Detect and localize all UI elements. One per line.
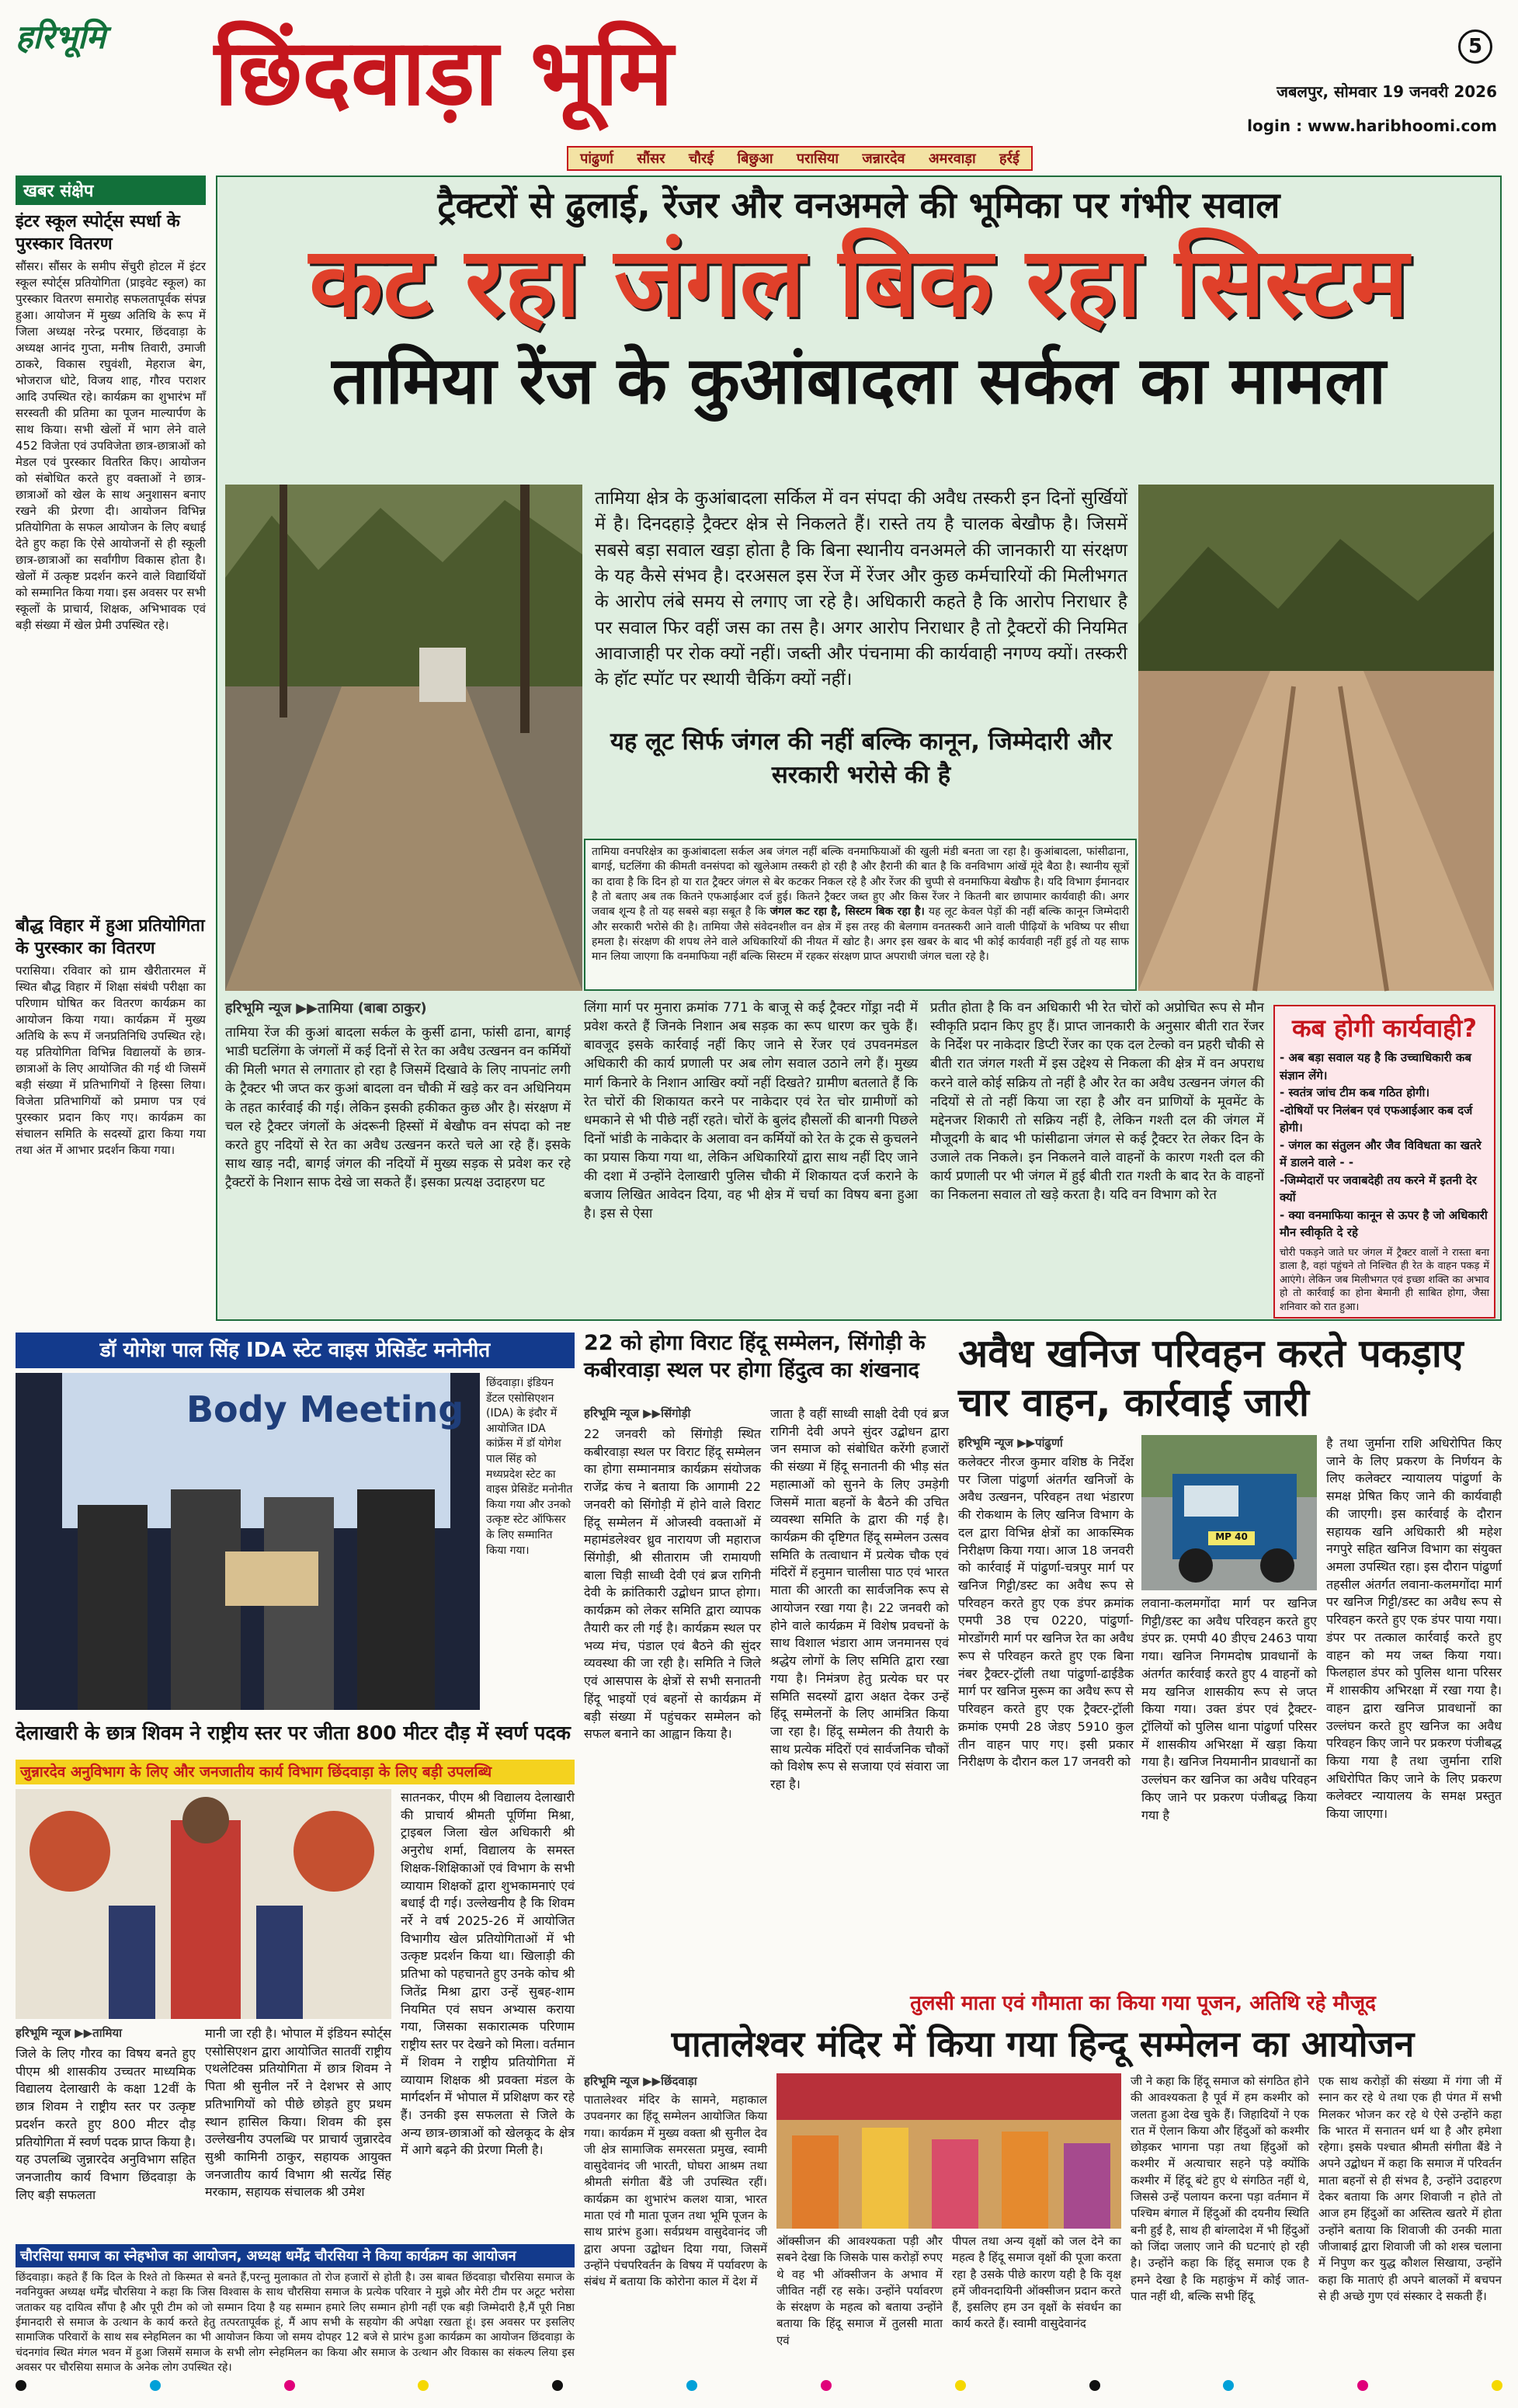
delakhari-headline: देलाखारी के छात्र शिवम ने राष्ट्रीय स्तर पर जीता 800 मीटर दौड़ में स्वर्ण पदक bbox=[16, 1722, 571, 1744]
forest-road-photo-right bbox=[1138, 485, 1494, 991]
sidebar-story-body: परासिया। रविवार को ग्राम खैरीतारमल में स्थित बौद्ध विहार में शिक्षा संबंधी परीक्षा का परिणाम घोषित कर वितरण कार्यक्रम का आयोजन किया गया। कार्यक्रम में मुख्य अतिथि के रूप में जनप्रतिनिधि उपस्थित रहे। यह प्रतियोगिता विभिन्न विद्यालयों के छात्र-छात्राओं के लिए आयोजित की गई थी जिसमें बड़ी संख्या में प्रतिभागियों ने हिस्सा लिया। विजेता प्रतिभागियों को प्रमाण पत्र एवं पुरस्कार प्रदान किए गए। कार्यक्रम का संचालन समिति के सदस्यों द्वारा किया गया तथा अंत में आभार प्रदर्शन किया गया। bbox=[16, 964, 206, 1158]
register-dot bbox=[686, 2380, 697, 2391]
register-dot bbox=[16, 2380, 26, 2391]
register-dot bbox=[552, 2380, 563, 2391]
delakhari-column-1: जिले के लिए गौरव का विषय बनते हुए पीएम श्री शासकीय उच्चतर माध्यमिक विद्यालय देलाखारी के कक्षा 12वीं के छात्र शिवम ने राष्ट्रीय स्तर पर उत्कृष्ट प्रदर्शन करते हुए 800 मीटर दौड़ प्रतियोगिता में स्वर्ण पदक प्राप्त किया है। यह उपलब्धि जुन्नारदेव अनुविभाग सहित जनजातीय कार्य विभाग छिंदवाड़ा के लिए बड़ी सफलता bbox=[16, 2046, 196, 2202]
brand-logo[interactable]: हरिभूमि bbox=[16, 18, 106, 56]
lead-highlight-box bbox=[584, 839, 1137, 991]
forest-road-photo-left bbox=[225, 485, 582, 991]
sidebar-header: खबर संक्षेप bbox=[16, 175, 206, 205]
lead-column-2: लिंगा मार्ग पर मुनारा क्रमांक 771 के बाजू से कई ट्रैक्टर गोंड्रा नदी में प्रवेश करते हैं जिनके निशान अब सड़क का रूप धारण कर चुके हैं। बावजूद इसके कार्रवाई नहीं किए जाने से रेंजर एवं उपवनमंडल अधिकारी की कार्य प्रणाली पर अब लोग सवाल उठाने लगे हैं। मुख्य मार्ग किनारे के निशान आखिर क्यों नहीं दिखते? ग्रामीण बतलाते हैं कि रेत चोरों की शिकायत करने पर नाकेदार एवं रेत चोर ग्रामीणों को धमकाने से भी पीछे नहीं रहते। चोरों के बुलंद हौसलों की बानगी पिछले दिनों भांडी के नाकेदार के अलावा वन कर्मियों को रेत के ट्रक से कुचलने का प्रयास किया गया था, लेकिन अधिकारियों द्वारा साथ नहीं दिए जाने की दशा में उन्होंने देलाखारी पुलिस चौकी में शिकायत दर्ज कराने के बजाय लिखित आवेदन दिया, वह भी क्षेत्र में चर्चा का विषय बना हुआ है। इस से ऐसा bbox=[584, 1000, 918, 1222]
tulsi-column-4: जी ने कहा कि हिंदू समाज को संगठित होने की आवश्यकता है पूर्व में हम कश्मीर को जलता हुआ देख चुके हैं। जिहादियों ने एक रात में ऐलान किया और हिंदुओं को कश्मीर छोड़कर भागना पड़ा तथा हिंदुओं को कश्मीर में अत्याचार सहने पड़े क्योंकि कश्मीर में हिंदू बंटे हुए थे संगठित नहीं थे, जिससे उन्हें पलायन करना पड़ा वर्तमान में पश्चिम बंगाल में हिंदुओं की दयनीय स्थिति बनी हुई है, साथ ही बांग्लादेश में भी हिंदुओं को जिंदा जलाए जाने की घटनाएं हो रही है। उन्होंने कहा कि हिंदू समाज एक है हमने देखा है कि महाकुंभ में कोई जात-पात नहीं थी, बल्कि सभी हिंदू bbox=[1131, 2074, 1309, 2303]
khanij-column-mid: लवाना-कलमगोंदा मार्ग पर खनिज गिट्टी/डस्ट का अवैध परिवहन करते हुए डंपर क्र. एमपी 40 डीएच 2463 पाया गया। खनिज निगमदोष प्रावधानों के अंतर्गत कार्रवाई करते हुए 4 वाहनों को मय खनिज शासकीय रूप से जप्त किया गया। उक्त डंपर एवं ट्रैक्टर-ट्रॉलियों को पुलिस थाना पांढुर्णा परिसर में शासकीय अभिरक्षा में खड़ा किया गया है। खनिज नियमानीन प्रावधानों का उल्लंघन कर खनिज का अवैध परिवहन किए जाने पर प्रकरण पंजीबद्ध किया गया है bbox=[1141, 1596, 1317, 1823]
lead-kicker: ट्रैक्टरों से ढुलाई, रेंजर और वनअमले की भूमिका पर गंभीर सवाल bbox=[437, 184, 1280, 226]
khanij-headline: अवैध खनिज परिवहन करते पकड़ाए चार वाहन, कार्रवाई जारी bbox=[958, 1331, 1464, 1425]
sammelan-headline: 22 को होगा विराट हिंदू सम्मेलन, सिंगोड़ी के कबीरवाड़ा स्थल पर होगा हिंदुत्व का शंखनाद bbox=[584, 1331, 926, 1383]
action-box-title: कब होगी कार्यवाही? bbox=[1291, 1013, 1478, 1043]
khanij-byline: हरिभूमि न्यूज ▶▶पांढुर्णा bbox=[958, 1436, 1063, 1450]
section-nav bbox=[567, 146, 1033, 171]
sammelan-column-2: जाता है वहीं साध्वी साक्षी देवी एवं ब्रज रागिनी देवी अपने सुंदर उद्बोधन द्वारा जन समाज को संबोधित करेंगी हजारों की संख्या में हिंदू सनातनी की भीड़ संत महात्माओं को सुनने के लिए उमड़ेगी जिसमें माता बहनों के बैठने की उचित व्यवस्था समिति के द्वारा की गई है। कार्यक्रम की दृष्टिगत हिंदू सम्मेलन उत्सव समिति के तत्वाधान में प्रत्येक चौक एवं मंदिरों में हनुमान चालीसा पाठ एवं भारत माता की आरती का सार्वजनिक रूप से आयोजन रखा गया है। 22 जनवरी को होने वाले कार्यक्रम में विशेष प्रवचनों के साथ विशाल भंडारा आम जनमानस एवं श्रद्धेय लोगों के लिए समिति द्वारा रखा गया है। निमंत्रण हेतु प्रत्येक घर पर समिति सदस्यों द्वारा अक्षत देकर उन्हें हिंदू सम्मेलनों के लिए आमंत्रित किया जा रहा है। हिंदू सम्मेलन की तैयारी के साथ प्रत्येक मंदिरों एवं सार्वजनिक चौकों को विशेष रूप से सजाया एवं संवारा जा रहा है। bbox=[770, 1406, 949, 1792]
nav-item-parasia[interactable]: परासिया bbox=[796, 151, 839, 167]
edition-title: छिंदवाड़ा भूमि bbox=[214, 19, 673, 126]
sammelan-byline: हरिभूमि न्यूज ▶▶सिंगोड़ी bbox=[584, 1406, 691, 1420]
dumper-truck-photo bbox=[1141, 1435, 1317, 1590]
lead-story bbox=[216, 175, 1502, 1321]
tulsi-column-2: ऑक्सीजन की आवश्यकता पड़ी और सबने देखा कि जिसके पास करोड़ों रुपए थे वह भी ऑक्सीजन के अभाव में जीवित नहीं रह सके। उन्होंने पर्यावरण के संरक्षण के महत्व को बताया उन्होंने बताया कि हिंदू समाज में तुलसी माता एवं bbox=[776, 2234, 943, 2347]
box-text: तामिया वनपरिक्षेत्र का कुआंबादला सर्कल अब जंगल नहीं बल्कि वनमाफियाओं की खुली मंडी बनता जा रहा है। कुआंबादला, फांसीढाना, बागई, घटलिंगा की कीमती वनसंपदा को खुलेआम तस्करी हो रही है और हैरानी की बात है कि वनविभाग आंखें मूंदे बैठा है। स्थानीय सूत्रों का दावा है कि दिन हो या रात ट्रैक्टर जंगल से बेर कटकर निकल रहे है और रेंजर की चुप्पी से वनमाफिया बेखौफ है। यदि विभाग ईमानदार है तो बताए अब तक कितने एफआईआर दर्ज हुई। कितने ट्रैक्टर जब्त हुए और किस रेंजर ने कितनी बार छापामार कार्यवाही की। अगर जवाब शून्य है तो यह सबसे बड़ा सबूत है कि bbox=[592, 846, 1129, 919]
delakhari-column-3: सातनकर, पीएम श्री विद्यालय देलाखारी की प्राचार्य श्रीमती पूर्णिमा मिश्रा, ट्राइबल जिला खेल अधिकारी श्री अनुरोध शर्मा, विद्यालय के समस्त शिक्षक-शिक्षिकाओं एवं विभाग के सभी व्यायाम शिक्षकों द्वारा शुभकामनाएं एवं बधाई दी गई। उल्लेखनीय है कि शिवम नर्रे ने वर्ष 2025-26 में आयोजित विभागीय खेल प्रतियोगिताओं में भी उत्कृष्ट प्रदर्शन किया था। खिलाड़ी की प्रतिभा को पहचानते हुए उनके कोच श्री जितेंद्र मिश्रा द्वारा उन्हें सुबह-शाम नियमित एवं सघन अभ्यास कराया गया, जिसका सकारात्मक परिणाम राष्ट्रीय स्तर पर देखने को मिला। वर्तमान में शिवम ने राष्ट्रीय प्रतियोगिता में व्यायाम शिक्षक श्री प्रवक्ता मंडल के मार्गदर्शन में भोपाल में प्रशिक्षण कर रहे हैं। उनकी इस सफलता से जिले के अन्य छात्र-छात्राओं को खेलकूद के क्षेत्र में आगे बढ़ने की प्रेरणा मिली है। bbox=[401, 1790, 575, 2158]
ida-banner: डॉ योगेश पाल सिंह IDA स्टेट वाइस प्रेसिडेंट मनोनीत bbox=[16, 1333, 575, 1368]
delakhari-story bbox=[16, 1721, 575, 2241]
sidebar-story-title: इंटर स्कूल स्पोर्ट्स स्पर्धा के पुरस्कार वितरण bbox=[16, 212, 180, 254]
ida-caption: छिंदवाड़ा। इंडियन डेंटल एसोसिएशन (IDA) के इंदौर में आयोजित IDA कांफ्रेंस में डॉ योगेश पाल सिंह को मध्यप्रदेश स्टेट का वाइस प्रेसिडेंट मनोनीत किया गया और उनको उत्कृष्ट स्टेट ऑफिसर के लिए सम्मानित किया गया। bbox=[486, 1377, 573, 1557]
ida-stage-text: Body Meeting bbox=[186, 1388, 464, 1430]
sammelan-story bbox=[584, 1329, 949, 2080]
action-box bbox=[1273, 1005, 1495, 1319]
nav-item-amarwara[interactable]: अमरवाड़ा bbox=[928, 151, 976, 167]
lead-pull-quote: यह लूट सिर्फ जंगल की नहीं बल्कि कानून, जिम्मेदारी और सरकारी भरोसे की है bbox=[610, 728, 1113, 790]
register-dot bbox=[150, 2380, 161, 2391]
action-bullet: -दोषियों पर निलंबन एवं एफआईआर कब दर्ज होगी। bbox=[1280, 1103, 1473, 1135]
tulsi-kicker: तुलसी माता एवं गौमाता का किया गया पूजन, अतिथि रहे मौजूद bbox=[910, 1992, 1376, 2015]
register-dot bbox=[821, 2380, 832, 2391]
delakhari-subhead: जुन्नारदेव अनुविभाग के लिए और जनजातीय कार्य विभाग छिंदवाड़ा के लिए बड़ी उपलब्धि bbox=[16, 1760, 575, 1784]
action-bullet: - अब बड़ा सवाल यह है कि उच्चाधिकारी कब संज्ञान लेंगे। bbox=[1280, 1051, 1471, 1082]
tulsi-column-3: पीपल तथा अन्य वृक्षों को जल देने का महत्व है हिंदू समाज वृक्षों की पूजा करता रहा है उसके पीछे कारण यही है कि वृक्ष हमें जीवनदायिनी ऑक्सीजन प्रदान करते हैं, इसलिए हम उन वृक्षों के संवर्धन का कार्य करते हैं। स्वामी वासुदेवानंद bbox=[952, 2234, 1121, 2331]
register-dot bbox=[1089, 2380, 1100, 2391]
nav-item-junnardeo[interactable]: जन्नारदेव bbox=[862, 151, 905, 167]
tulsi-column-5: एक साथ करोड़ों की संख्या में गंगा जी में स्नान कर रहे थे तथा एक ही पंगत में सभी मिलकर भोजन कर रहे थे ऐसे उन्होंने कहा कि भारत में सनातन धर्म था है और हमेशा रहेगा। इसके पश्चात श्रीमती संगीता बैंडे ने अपने उद्बोधन में कहा कि समाज में परिवर्तन माता बहनों से ही संभव है, उन्होंने उदाहरण देकर बताया कि अगर शिवाजी न होते तो आज हम हिंदुओं का अस्तित्व खतरे में होता उन्होंने बताया कि शिवाजी की उनकी माता जीजाबाई द्वारा शिवाजी जी को शस्त्र चलाना में निपुण कर युद्ध कौशल सिखाया, उन्होंने कहा कि माताएं ही अपने बालकों में बचपन से ही अच्छे गुण एवं संस्कार दे सकती हैं। bbox=[1318, 2074, 1502, 2303]
tulsi-byline: हरिभूमि न्यूज ▶▶छिंदवाड़ा bbox=[584, 2074, 697, 2088]
box-bold: जंगल कट रहा है, सिस्टम बिक रहा है। bbox=[769, 905, 925, 919]
action-bullet: - स्वतंत्र जांच टीम कब गठित होगी। bbox=[1280, 1086, 1430, 1100]
register-dot bbox=[1357, 2380, 1368, 2391]
register-dot bbox=[1492, 2380, 1502, 2391]
lead-subhead: तामिया रेंज के कुआंबादला सर्कल का मामला bbox=[332, 342, 1386, 419]
sammelan-column-1: 22 जनवरी को सिंगोड़ी स्थित कबीरवाड़ा स्थल पर विराट हिंदू सम्मेलन का होगा सम्मानमात्र कार्यक्रम संयोजक राजेंद्र कंच ने बताया कि आगामी 22 जनवरी को सिंगोड़ी में होने वाले विराट हिंदू सम्मेलन में ओजस्वी वक्ताओं में महामंडलेश्वर ध्रुव नारायण जी महाराज सिंगोड़ी, श्री सीताराम जी रामायणी बाला चिड़ी साध्वी देवी एवं ब्रज रागिनी देवी के क्रांतिकारी उद्बोधन प्राप्त होगा। कार्यक्रम को लेकर समिति द्वारा व्यापक तैयारी कर ली गई है। कार्यक्रम स्थल पर भव्य मंच, पंडाल एवं बैठने की सुंदर व्यवस्था की जा रही है। समिति ने जिले एवं आसपास के क्षेत्रों से सभी सनातनी हिंदू भाइयों एवं बहनों से कार्यक्रम में बड़ी संख्या में पहुंचकर सम्मेलन को सफल बनाने का आह्वान किया है। bbox=[584, 1426, 761, 1742]
register-dot bbox=[284, 2380, 295, 2391]
athlete-medal-photo bbox=[16, 1789, 391, 2019]
action-bullet: -जिम्मेदारों पर जवाबदेही तय करने में इतनी देर क्यों bbox=[1280, 1173, 1477, 1204]
lead-headline: कट रहा जंगल बिक रहा सिस्टम bbox=[309, 227, 1409, 339]
tulsi-headline: पातालेश्वर मंदिर में किया गया हिन्दू सम्मेलन का आयोजन bbox=[671, 2023, 1415, 2065]
login-link[interactable]: login : www.haribhoomi.com bbox=[1247, 116, 1497, 135]
hindu-sammelan-photo bbox=[776, 2073, 1121, 2229]
ida-story bbox=[16, 1333, 575, 1713]
khanij-column-1: कलेक्टर नीरज कुमार वशिष्ठ के निर्देश पर जिला पांढुर्णा अंतर्गत खनिजों के अवैध उत्खनन, परिवहन तथा भंडारण की रोकथाम के लिए खनिज विभाग के दल द्वारा विभिन्न क्षेत्रों का आकस्मिक निरीक्षण किया गया। आज 18 जनवरी को कार्रवाई में पांढुर्णा-चत्रपुर मार्ग पर खनिज गिट्टी/डस्ट का अवैध रूप से परिवहन करते हुए एक डंपर क्रमांक एमपी 38 एच 0220, पांढुर्णा-मोरडोंगरी मार्ग पर खनिज रेत का अवैध रूप से परिवहन करते हुए एक बिना नंबर ट्रैक्टर-ट्रॉली तथा पांढुर्णा-ढाईडैक मार्ग पर खनिज मुरूम का अवैध रूप से परिवहन करते हुए एक ट्रैक्टर-ट्रॉली क्रमांक एमपी 28 जेडए 5910 कुल तीन वाहन पाए गए। इसी प्रकार निरीक्षण के दौरान कल 17 जनवरी को bbox=[958, 1454, 1134, 1770]
tulsi-story bbox=[584, 1988, 1502, 2353]
page-number: 5 bbox=[1458, 30, 1492, 64]
nav-item-chaurai[interactable]: चौरई bbox=[688, 151, 714, 167]
register-dot bbox=[418, 2380, 429, 2391]
chaurasia-headline: चौरसिया समाज का स्नेहभोज का आयोजन, अध्यक्ष धर्मेंद्र चौरसिया ने किया कार्यक्रम का आयोजन bbox=[16, 2244, 575, 2267]
khanij-story bbox=[958, 1329, 1502, 1982]
lead-byline: हरिभूमि न्यूज ▶▶तामिया (बाबा ठाकुर) bbox=[225, 1000, 427, 1016]
nav-item-bichhua[interactable]: बिछुआ bbox=[737, 151, 773, 167]
delakhari-byline: हरिभूमि न्यूज ▶▶तामिया bbox=[16, 2026, 123, 2040]
lead-column-3: प्रतीत होता है कि वन अधिकारी भी रेत चोरों को अप्रोचित रूप से मौन स्वीकृति प्रदान किए हुए हैं। प्राप्त जानकारी के अनुसार बीती रात रेंजर के निर्देश पर नाकेदार डिप्टी रेंजर का एक दल टेल्को वन प्रहरी चौकी से बीती रात जंगल गश्ती में इस उद्देश्य से निकला की क्षेत्र में वन अपराध करने वाले कोई सक्रिय तो नहीं है और रेत का अवैध उत्खनन जंगल की नदियों से तो नहीं किया जा रहा है और वन प्राणियों के मूवमेंट के मद्देनजर शिकारी तो सक्रिय नहीं है, लेकिन गश्ती दल की जंगल में मौजूदगी के बाद भी फांसीढाना जंगल से कई ट्रैक्टर रेत लेकर दिन के उजाले तक निकले। इन निकलने वाले वाहनों के कारण गश्ती दल की कार्य प्रणाली पर भी जंगल में हुई बीती रात गश्ती के बाद रेत के वाहनों का निकलना सवाल तो खड़े करता है। यदि वन विभाग को रेत bbox=[930, 1000, 1264, 1204]
issue-date: जबलपुर, सोमवार 19 जनवरी 2026 bbox=[1277, 82, 1497, 101]
register-dot bbox=[955, 2380, 966, 2391]
nav-item-sausar[interactable]: सौंसर bbox=[637, 151, 665, 167]
lead-intro: तामिया क्षेत्र के कुआंबादला सर्किल में वन संपदा की अवैध तस्करी इन दिनों सुर्खियों में है। दिनदहाड़े ट्रैक्टर क्षेत्र से निकलते हैं। रास्ते तय है चालक बेखौफ है। जिसमें सबसे बड़ा सवाल खड़ा होता है कि बिना स्थानीय वनअमले की जानकारी या संरक्षण के यह कैसे संभव है। दरअसल इस रेंज में रेंजर और कुछ कर्मचारियों की मिलीभगत के आरोप लंबे समय से लगाए जा रहे है। अधिकारी कहते है कि आरोप निराधार है पर सवाल फिर वहीं जस का तस है। अगर आरोप निराधार है तो ट्रैक्टरों की नियमित आवाजाही पर रोक क्यों नहीं। जब्ती और पंचनामा की कार्यवाही नगण्य क्यों। तस्करी के हॉट स्पॉट पर स्थायी चैकिंग क्यों नहीं। bbox=[595, 488, 1127, 690]
register-dot bbox=[1223, 2380, 1234, 2391]
sidebar-story-title: बौद्ध विहार में हुआ प्रतियोगिता के पुरस्कार का वितरण bbox=[16, 916, 205, 958]
chaurasia-story bbox=[16, 2244, 575, 2374]
action-foot-text bbox=[1280, 1246, 1489, 1315]
delakhari-column-2: मानी जा रही है। भोपाल में इंडियन स्पोर्ट्स एसोसिएशन द्वारा आयोजित सातवीं राष्ट्रीय एथलेटिक्स प्रतियोगिता में छात्र शिवम ने पिता श्री सुनील नर्रे ने देशभर से आए प्रतिभागियों को पीछे छोड़ते हुए प्रथम स्थान हासिल किया। शिवम की इस उल्लेखनीय उपलब्धि पर प्राचार्य जुन्नारदेव सुश्री कामिनी ठाकुर, सहायक आयुक्त जनजातीय कार्य विभाग श्री सत्येंद्र सिंह मरकाम, सहायक संचालक श्री उमेश bbox=[205, 2026, 391, 2200]
box-text-continued: यह लूट केवल पेड़ों की नहीं बल्कि कानून जिम्मेदारी और सरकारी भरोसे की है। तामिया जैसे संवेदनशील वन क्षेत्र में इस तरह की बेलगाम वनतस्करी आने वाली पीढ़ियों के भविष्य पर सीधा हमला है। संरक्षण की शपथ लेने वाले अधिकारियों की नीयत में खोट है। अगर इस खबर के बाद भी कोई कार्यवाही नहीं हुई तो यह साफ मान लिया जाएगा कि वनमाफिया नहीं बल्कि सिस्टम में रहकर संरक्षण प्राप्त अपराधी जंगल चला रहे है। bbox=[592, 905, 1130, 964]
sidebar-story-body: सौंसर। सौंसर के समीप सेंचुरी होटल में इंटर स्कूल स्पोर्ट्स प्रतियोगिता (प्राइवेट स्कूल) का पुरस्कार वितरण समारोह सफलतापूर्वक संपन्न हुआ। आयोजन में मुख्य अतिथि के रूप में जिला अध्यक्ष नरेन्द्र परमार, छिंदवाड़ा के अध्यक्ष आनंद गुप्ता, मनीष तिवारी, उमाजी ठाकरे, विकास रघुवंशी, मेहराज बेग, भोजराज धोटे, विजय शाह, गौरव पराशर आदि उपस्थित रहे। कार्यक्रम का शुभारंभ माँ सरस्वती की प्रतिमा का पूजन माल्यार्पण के साथ किया। सभी खेलों में भाग लेने वाले 452 विजेता एवं उपविजेता छात्र-छात्राओं को मेडल एवं पुरस्कार वितरित किए। आयोजन को संबोधित करते हुए वक्ताओं ने छात्र-छात्राओं को खेल के साथ अनुशासन बनाए रखने की प्रेरणा दी। आयोजन विभिन्न प्रतियोगिता के सफल आयोजन के लिए बधाई देते हुए कहा कि ऐसे आयोजनों से ही स्कूली छात्र-छात्राओं का सर्वांगीण विकास होता है। खेलों में उत्कृष्ट प्रदर्शन करने वाले विद्यार्थियों को सम्मानित किया गया। इस अवसर पर सभी स्कूलों के प्राचार्य, शिक्षक, अभिभावक एवं बड़ी संख्या में खेल प्रेमी उपस्थित रहे। bbox=[16, 259, 206, 633]
action-foot-1: चोरी पकड़ने जाते घर जंगल में ट्रैक्टर वालों ने रास्ता बना डाला है, वहां पहुंचने तो निश्चित ही रेत के वाहन पकड़ में आएंगे। लेकिन जब bbox=[1280, 1246, 1489, 1286]
action-bullet: - जंगल का संतुलन और जैव विविधता का खतरे में डालने वाले - - bbox=[1280, 1138, 1482, 1169]
tulsi-column-1: पातालेश्वर मंदिर के सामने, महाकाल उपवनगर का हिंदू सम्मेलन आयोजित किया गया। कार्यक्रम में मुख्य वक्ता श्री सुनील देव जी क्षेत्र सामाजिक समरसता प्रमुख, स्वामी वासुदेवानंद जी भारती, घोघरा आश्रम तथा श्रीमती संगीता बैंडे जी उपस्थित रहीं। कार्यक्रम का शुभारंभ कलश यात्रा, भारत माता एवं गौ माता पूजन तथा भूमि पूजन के साथ प्रारंभ हुआ। सर्वप्रथम वासुदेवानंद जी द्वारा अपना उद्बोधन दिया गया, जिसमें उन्होंने पंचपरिवर्तन के विषय में पर्यावरण के संबंध में बताया कि कोरोना काल में देश में bbox=[584, 2093, 767, 2289]
ida-ceremony-photo bbox=[16, 1373, 480, 1710]
action-foot-2: मिलीभगत एवं इच्छा शक्ति का अभाव हो तो कार्रवाई का होना बेमानी ही साबित होगा, जैसा शनिवार को रात हुआ। bbox=[1280, 1273, 1489, 1313]
truck-plate: MP 40 bbox=[1208, 1531, 1255, 1545]
news-brief-sidebar bbox=[16, 175, 206, 1325]
lead-column-1: तामिया रेंज की कुआं बादला सर्कल के कुर्सी ढाना, फांसी ढाना, बागई भाडी घटलिंगा के जंगलों में कई दिनों से रेत का अवैध उत्खनन वन कर्मियों की मिली भगत से लगातार हो रहा है जिसमें दिखावे के लिए नापनांट लगी के ट्रैक्टर भी जप्त कर कुआं बादला वन चौकी में खड़े कर वन अधिनियम के तहत कार्रवाई की गई। लेकिन इसकी हकीकत कुछ और है। संरक्षण में चल रहे ट्रैक्टर जंगलों के अंदरूनी हिस्सों में बेखौफ वन संपदा को नष्ट करते हुए नदियों से रेत का अवैध उत्खनन करते चले आ रहे हैं। इसके साथ खाड़ नदी, बागई जंगल की नदियों में मुख्य सड़क से प्रवेश कर रहे ट्रैक्टरों के निशान साफ देखे जा सकते हैं। इसका प्रत्यक्ष उदाहरण घट bbox=[225, 1025, 571, 1190]
nav-item-pandhurna[interactable]: पांढुर्णा bbox=[580, 151, 613, 167]
khanij-column-2: है तथा जुर्माना राशि अधिरोपित किए जाने के लिए प्रकरण के निर्णयन के लिए कलेक्टर न्यायालय पांढुर्णा के समक्ष प्रेषित किए जाने की कार्यवाही की जाएगी। इस कार्रवाई के दौरान सहायक खनि अधिकारी श्री महेश नगपुरे सहित खनिज विभाग का संयुक्त अमला उपस्थित रहा। इस दौरान पांढुर्णा तहसील अंतर्गत लवाना-कलमगोंदा मार्ग पर खनिज गिट्टी/डस्ट का अवैध रूप से परिवहन करते हुए एक डंपर पाया गया। डंपर पर तत्काल कार्रवाई करते हुए वाहन को मय जब्त किया गया। फिलहाल डंपर को पुलिस थाना परिसर में शासकीय अभिरक्षा में रखा गया है। वाहन द्वारा खनिज प्रावधानों का उल्लंघन करते हुए खनिज का अवैध परिवहन किए जाने पर प्रकरण पंजीबद्ध किया गया है तथा जुर्माना राशि अधिरोपित किए जाने के लिए प्रकरण कलेक्टर न्यायालय के समक्ष प्रस्तुत किया जाएगा। bbox=[1326, 1436, 1502, 1822]
action-bullet: - क्या वनमाफिया कानून से ऊपर है जो अधिकारी मौन स्वीकृति दे रहे bbox=[1280, 1207, 1488, 1239]
chaurasia-body: छिंदवाड़ा। कहते हैं कि दिल के रिश्ते तो किस्मत से बनते हैं,परन्तु मुलाकात तो रोज हजारों से होती है। उस बाबत छिंदवाड़ा चौरसिया समाज के नवनियुक्त अध्यक्ष धर्मेंद्र चौरसिया ने कहा कि जिस विश्वास के साथ चौरसिया समाज के प्रत्येक परिवार ने मुझे और मेरी टीम पर अटूट भरोसा जताकर यह दायित्व सौंपा है और पूरी टीम को जो सम्मान दिया है यह सम्मान हमारे लिए सम्मान होगी नहीं एक बड़ी जिम्मेदारी है,मैं पूरी निष्ठा ईमानदारी से समाज के उत्थान के कार्य करते हेतु तत्परतापूर्वक हूं, मैं आप सभी के सहयोग की अपेक्षा रखता हूं। इस अवसर पर इसलिए सामाजिक परिवारों के साथ सब स्नेहमिलन का भी आयोजन किया जो समय दोपहर 12 बजे से प्रारंभ हुआ कार्यक्रम का आयोजन छिंदवाड़ा के चंदनगांव स्थित मंगल भवन में हुआ जिसमें समाज के सभी लोग स्नेहमिलन का किया और समाज के उत्थान और विकास का संकल्प लिया इस अवसर पर चौरसिया समाज के अनेक लोग उपस्थित रहे। bbox=[16, 2271, 575, 2374]
color-register-strip bbox=[16, 2378, 1502, 2393]
masthead bbox=[0, 0, 1518, 167]
nav-item-harrai[interactable]: हर्रई bbox=[999, 151, 1020, 167]
